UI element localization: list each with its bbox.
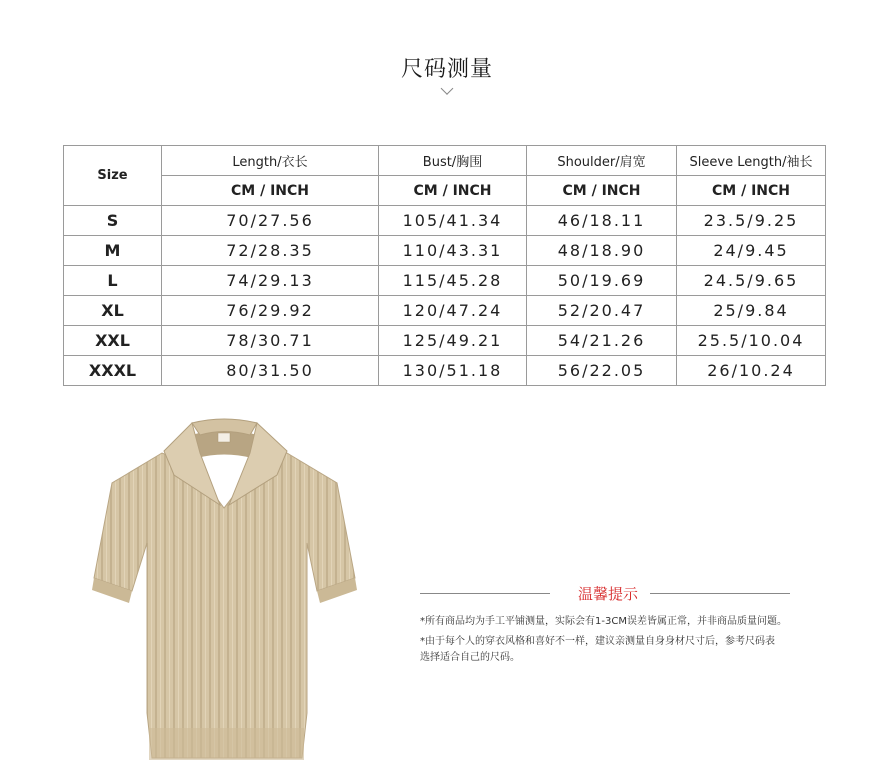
shoulder-cell: 54/21.26: [527, 326, 677, 356]
length-cell: 72/28.35: [162, 236, 379, 266]
sleeve-cell: 26/10.24: [677, 356, 826, 386]
tips-body: [420, 614, 840, 670]
shoulder-cell: 46/18.11: [527, 206, 677, 236]
size-table: [63, 145, 826, 386]
table-row: [64, 356, 826, 386]
tip-text: *由于每个人的穿衣风格和喜好不一样，建议亲测量自身身材尺寸后，参考尺码表: [420, 636, 775, 647]
unit-row: [64, 176, 826, 206]
shoulder-cell: 50/19.69: [527, 266, 677, 296]
tips-header: [420, 583, 790, 605]
sleeve-cell: 24/9.45: [677, 236, 826, 266]
tips-title: 温馨提示: [577, 585, 638, 603]
tip-text: 选择适合自己的尺码。: [420, 652, 520, 663]
length-cell: 76/29.92: [162, 296, 379, 326]
table-row: [64, 296, 826, 326]
column-header-bust: Bust/胸围: [379, 146, 527, 176]
size-column-header: Size: [64, 146, 162, 206]
sleeve-cell: 25.5/10.04: [677, 326, 826, 356]
sleeve-cell: 25/9.84: [677, 296, 826, 326]
shoulder-cell: 56/22.05: [527, 356, 677, 386]
sleeve-cell: 23.5/9.25: [677, 206, 826, 236]
bust-cell: 105/41.34: [379, 206, 527, 236]
table-row: [64, 236, 826, 266]
chevron-down-icon: [441, 82, 454, 95]
unit-label: CM / INCH: [162, 176, 379, 206]
sleeve-cell: 24.5/9.65: [677, 266, 826, 296]
page-title: 尺码测量: [400, 57, 493, 82]
table-row: [64, 326, 826, 356]
divider: [420, 593, 550, 594]
shoulder-cell: 48/18.90: [527, 236, 677, 266]
column-header-shoulder: Shoulder/肩宽: [527, 146, 677, 176]
size-label: XXXL: [64, 356, 162, 386]
size-label: M: [64, 236, 162, 266]
length-cell: 74/29.13: [162, 266, 379, 296]
table-row: [64, 266, 826, 296]
shoulder-cell: 52/20.47: [527, 296, 677, 326]
bust-cell: 120/47.24: [379, 296, 527, 326]
length-cell: 80/31.50: [162, 356, 379, 386]
length-cell: 78/30.71: [162, 326, 379, 356]
column-header-sleeve: Sleeve Length/袖长: [677, 146, 826, 176]
tip-text: *所有商品均为手工平铺测量，实际会有1-3CM误差皆属正常，并非商品质量问题。: [420, 616, 787, 627]
bust-cell: 110/43.31: [379, 236, 527, 266]
table-header-row: [64, 146, 826, 176]
bust-cell: 130/51.18: [379, 356, 527, 386]
table-row: [64, 206, 826, 236]
bust-cell: 125/49.21: [379, 326, 527, 356]
divider: [650, 593, 790, 594]
column-header-length: Length/衣长: [162, 146, 379, 176]
bust-cell: 115/45.28: [379, 266, 527, 296]
size-label: XL: [64, 296, 162, 326]
unit-label: CM / INCH: [677, 176, 826, 206]
size-label: XXL: [64, 326, 162, 356]
polo-shirt-image: [92, 413, 357, 765]
unit-label: CM / INCH: [527, 176, 677, 206]
length-cell: 70/27.56: [162, 206, 379, 236]
unit-label: CM / INCH: [379, 176, 527, 206]
size-label: S: [64, 206, 162, 236]
size-label: L: [64, 266, 162, 296]
